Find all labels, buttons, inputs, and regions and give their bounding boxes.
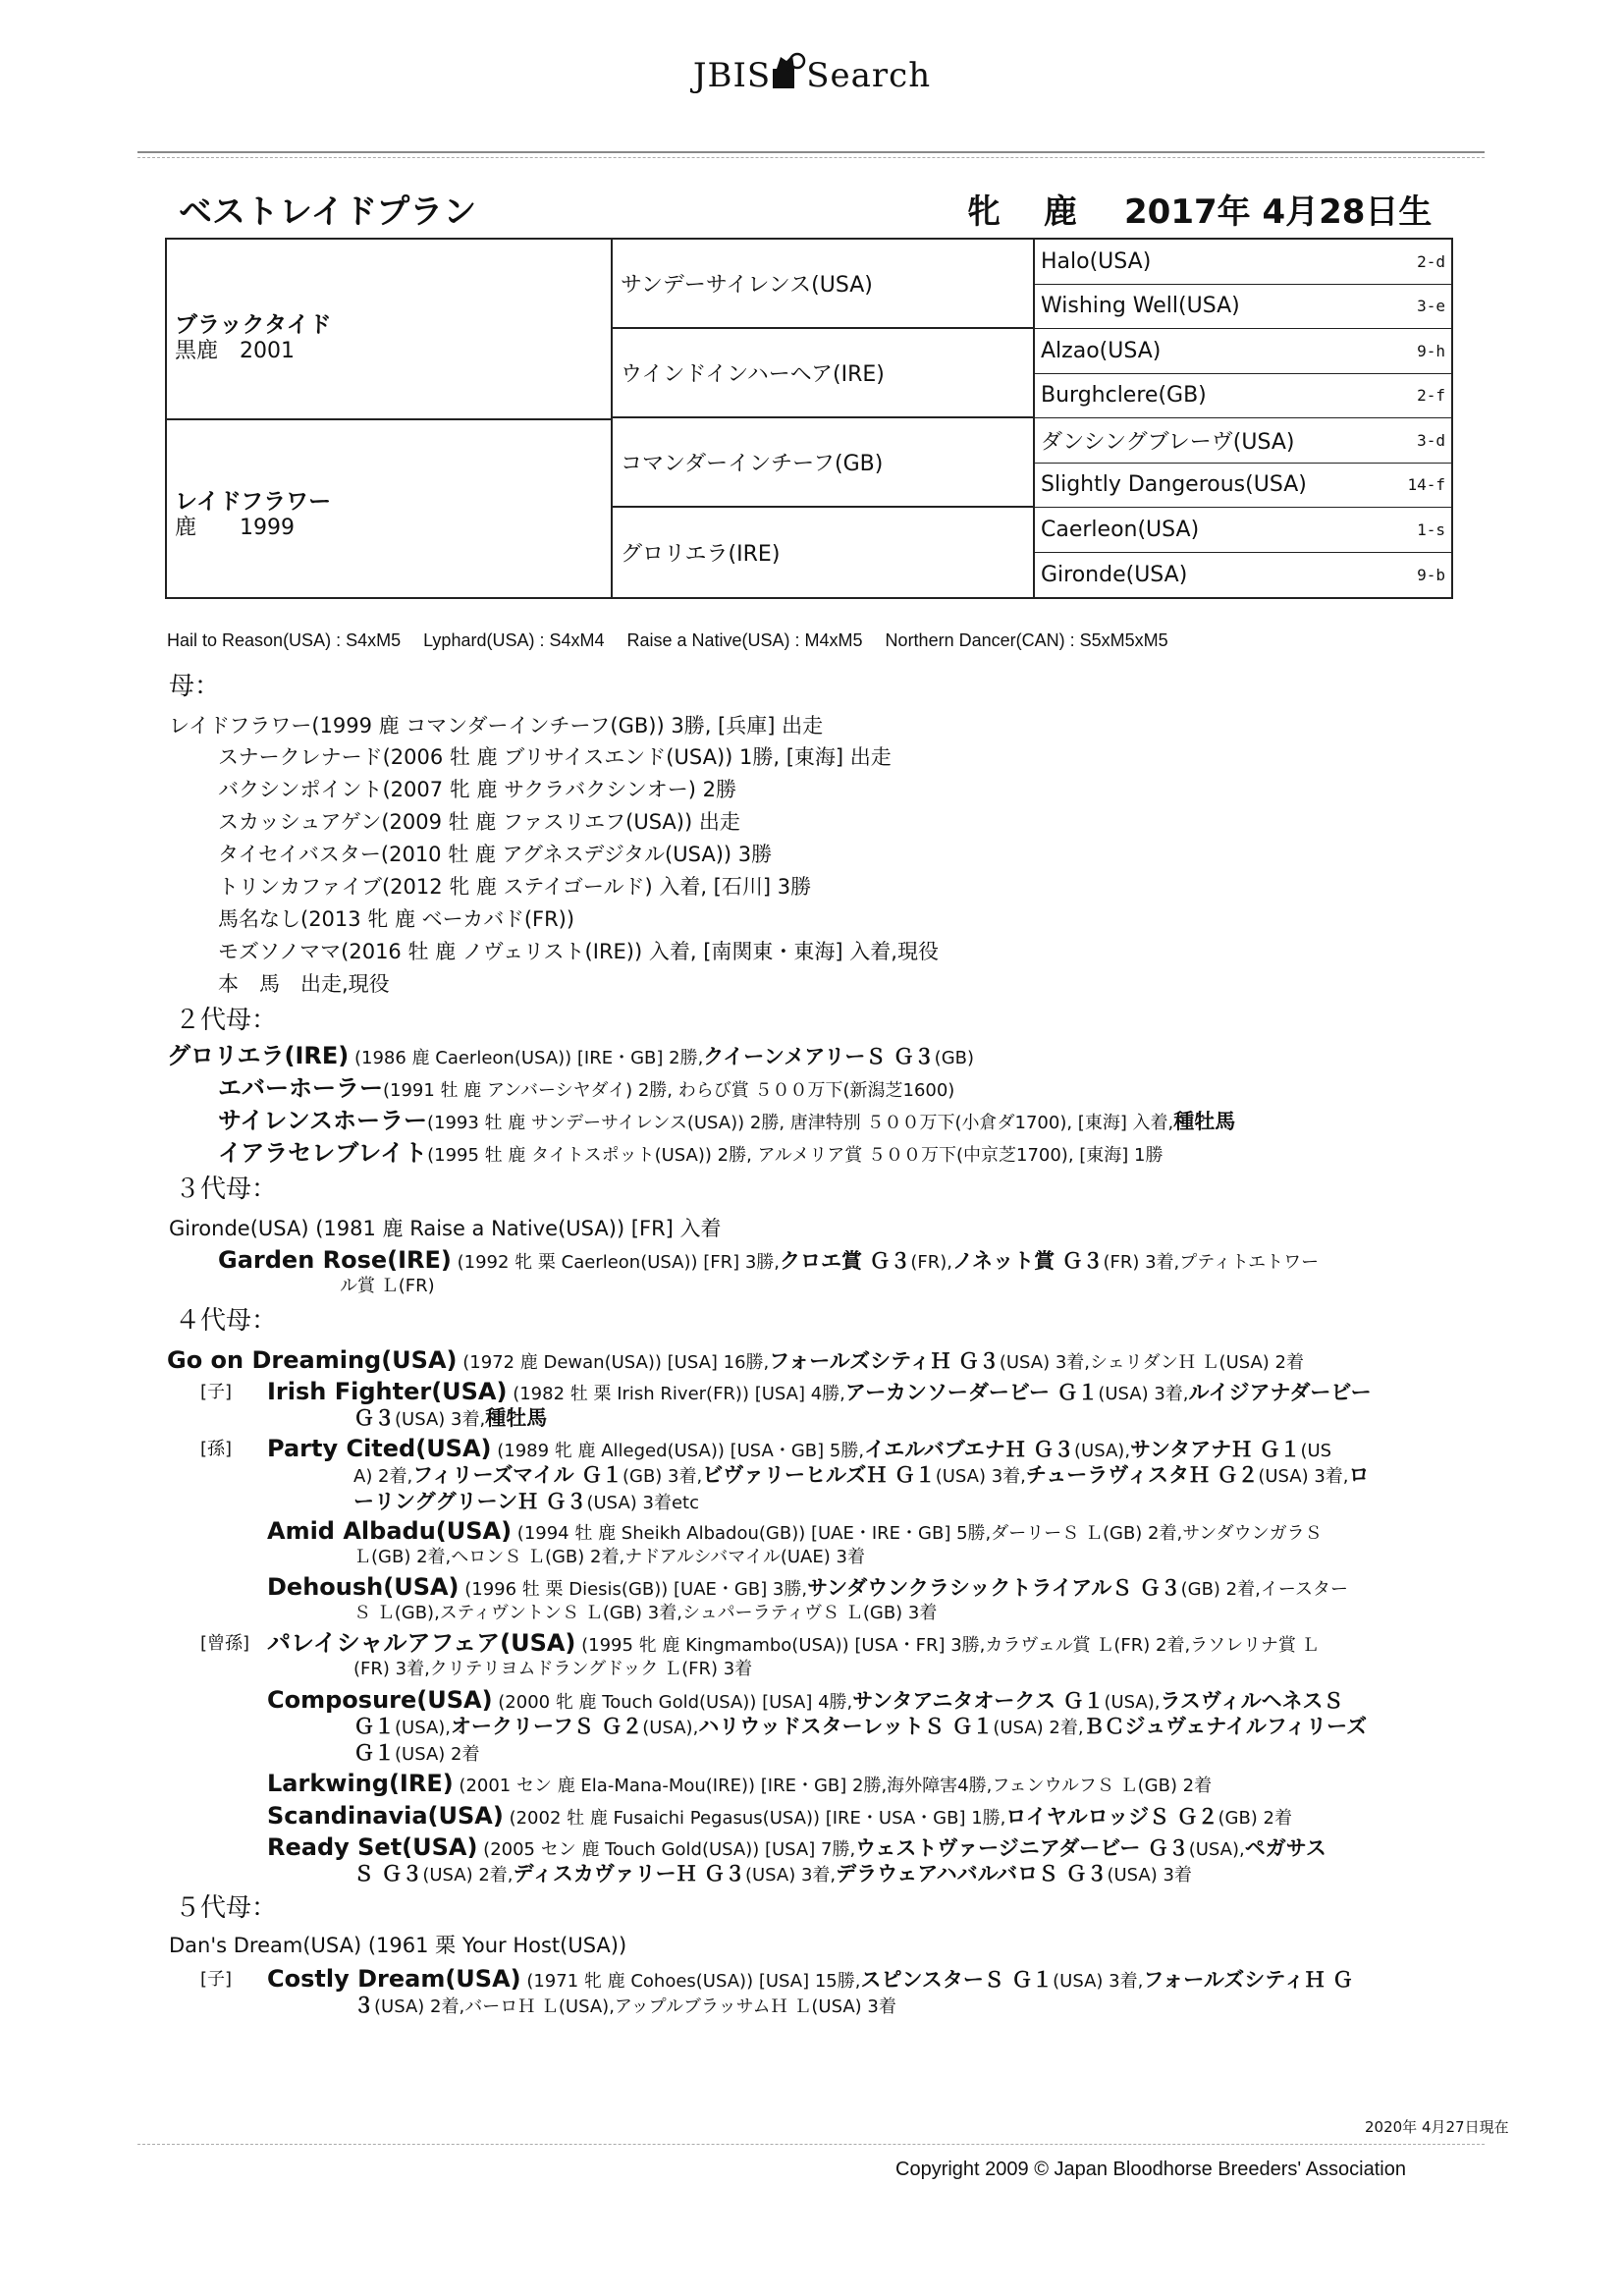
section-3rd-dam-heading: ３代母： <box>175 1175 278 1204</box>
family-number: 3-d <box>1417 430 1445 450</box>
record-text: (GB) 2着,イースター <box>1180 1579 1348 1600</box>
record-text: (USA) 2着,バーロＨ Ｌ(USA),アップルブラッサムＨ Ｌ(USA) 3着 <box>374 1996 896 2017</box>
record-text: (USA) 3着etc <box>586 1493 699 1513</box>
record-text: (USA), <box>1104 1692 1161 1713</box>
record-text: A) 2着, <box>353 1466 413 1487</box>
relative-name: イアラセレブレイト <box>218 1139 428 1167</box>
record-text: (GB) <box>934 1048 975 1068</box>
sibling-record: スカッシュアゲン(2009 牡 鹿 ファスリエフ(USA)) 出走 <box>218 810 740 834</box>
record-text: (1971 牝 鹿 Cohoes(USA)) [USA] 15勝, <box>520 1971 861 1992</box>
sire-color-year: 黒鹿 2001 <box>175 339 295 363</box>
inbreeding-summary: Hail to Reason(USA) : S4xM5 Lyphard(USA) : S4xM4 Raise a Native(USA) : M4xM5 Northern Dancer(CAN) : S5xM5xM5 <box>167 630 1168 650</box>
family-number: 2-f <box>1417 386 1445 406</box>
record-text: (USA) 2着, <box>993 1718 1084 1738</box>
logo-left-text: JBIS <box>692 56 772 95</box>
race-title: オークリーフＳ Ｇ２ <box>451 1715 643 1738</box>
relative-record <box>267 1966 1353 1995</box>
family-number: 9-b <box>1417 565 1445 584</box>
family-number: 9-h <box>1417 341 1445 360</box>
gen3-name: Alzao(USA) <box>1041 338 1162 363</box>
granddam-record <box>167 1043 974 1071</box>
record-continuation <box>353 1740 479 1768</box>
record-text: (USA) 2着, <box>422 1865 514 1886</box>
relative-name: Garden Rose(IRE) <box>218 1246 452 1274</box>
record-text: (2005 セン 鹿 Touch Gold(USA)) [USA] 7勝, <box>477 1839 856 1860</box>
race-grade: Ｇ１ <box>353 1715 395 1738</box>
record-text: (USA) 3着, <box>1098 1384 1189 1404</box>
family-number: 3-e <box>1417 297 1445 316</box>
race-title: ビヴァリーヒルズＨ Ｇ１ <box>702 1463 936 1487</box>
record-text: (USA), <box>1188 1839 1245 1860</box>
pedigree-gen3-cell <box>1035 418 1451 464</box>
record-text: (1994 牡 鹿 Sheikh Albadou(GB)) [UAE・IRE・GB] 5勝,ダーリーＳ Ｌ(GB) 2着,サンダウンガラＳ <box>512 1523 1323 1544</box>
record-text: (2000 牝 鹿 Touch Gold(USA)) [USA] 4勝, <box>492 1692 853 1713</box>
relative-record <box>218 1108 1235 1136</box>
horse-birth-date: 2017年 4月28日生 <box>1124 192 1433 232</box>
family-number: 2-d <box>1417 251 1445 271</box>
gen3-name: Gironde(USA) <box>1041 562 1188 587</box>
record-text: (1982 牡 栗 Irish River(FR)) [USA] 4勝, <box>507 1384 845 1404</box>
record-text: (1989 牝 鹿 Alleged(USA)) [USA・GB] 5勝, <box>491 1441 865 1461</box>
pedigree-sire-cell <box>167 240 611 418</box>
header-divider-dashed <box>137 157 1485 158</box>
footer-divider <box>137 2144 1485 2145</box>
record-text: (FR) 3着,プティトエトワー <box>1103 1252 1320 1273</box>
gen3-name: Halo(USA) <box>1041 248 1152 274</box>
copyright-notice: Copyright 2009 © Japan Bloodhorse Breeders' Association <box>895 2159 1406 2180</box>
race-grade: Ｓ Ｇ３ <box>353 1862 423 1886</box>
sibling-record: バクシンポイント(2007 牝 鹿 サクラバクシンオー) 2勝 <box>218 778 736 801</box>
race-title: ＢＣジュヴェナイルフィリーズ <box>1083 1715 1368 1738</box>
relative-name: パレイシャルアフェア(USA) <box>267 1629 576 1657</box>
sibling-record: スナークレナード(2006 牡 鹿 ブリサイスエンド(USA)) 1勝, [東海] 出走 <box>218 745 892 769</box>
record-text: (1996 牡 栗 Diesis(GB)) [UAE・GB] 3勝, <box>459 1579 808 1600</box>
pedigree-grandparents <box>613 240 1035 597</box>
jbis-search-logo <box>0 51 1624 95</box>
record-text: (1992 牝 栗 Caerleon(USA)) [FR] 3勝, <box>451 1252 781 1273</box>
record-text: (1995 牡 鹿 タイトスポット(USA)) 2勝, アルメリア賞 ５００万下(中京芝1700), [東海] 1勝 <box>427 1145 1164 1166</box>
pedigree-gen3-cell <box>1035 285 1451 330</box>
fourth-dam-name: Go on Dreaming(USA) <box>167 1346 458 1374</box>
stallion-label: 種牡馬 <box>485 1406 548 1430</box>
section-granddam-heading: ２代母： <box>175 1006 278 1035</box>
race-title: サンタアニタオークス Ｇ１ <box>852 1689 1105 1713</box>
record-text: (1991 牡 鹿 アンバーシヤダイ) 2勝, わらび賞 ５００万下(新潟芝1600) <box>383 1080 955 1101</box>
pedigree-dam-cell <box>167 418 611 597</box>
dam-name: レイドフラワー <box>175 489 332 515</box>
pedigree-gen3-cell <box>1035 464 1451 509</box>
record-text: (USA), <box>395 1718 452 1738</box>
relative-name: Irish Fighter(USA) <box>267 1378 508 1405</box>
record-text: (USA) 3着,シェリダンＨ Ｌ(USA) 2着 <box>999 1352 1305 1373</box>
race-title: クロエ賞 Ｇ３ <box>780 1249 911 1273</box>
record-text: (USA) 3着, <box>744 1865 837 1886</box>
relative-record <box>267 1436 1331 1464</box>
race-title: ロイヤルロッジＳ Ｇ２ <box>1005 1805 1218 1829</box>
relative-record <box>267 1574 1348 1603</box>
section-4th-dam-heading: ４代母： <box>175 1306 278 1336</box>
pedigree-gen3-cell <box>1035 329 1451 374</box>
record-text: (1993 牡 鹿 サンデーサイレンス(USA)) 2勝, 唐津特別 ５００万下(小倉ダ1700), [東海] 入着, <box>427 1113 1174 1133</box>
pedigree-parents <box>167 240 613 597</box>
relative-name: Scandinavia(USA) <box>267 1802 504 1830</box>
race-grade: Ｇ３ <box>353 1406 395 1430</box>
race-title: ロ <box>1348 1463 1370 1487</box>
logo-right-text: Search <box>806 56 932 95</box>
race-title: ハリウッドスターレットＳ Ｇ１ <box>698 1715 994 1738</box>
pedigree-gen3-cell <box>1035 508 1451 553</box>
race-title: ウェストヴァージニアダービー Ｇ３ <box>855 1836 1189 1860</box>
relative-name: Party Cited(USA) <box>267 1435 492 1462</box>
pedigree-gen3-cell <box>1035 240 1451 285</box>
record-text: (USA) 3着, <box>395 1409 486 1430</box>
relative-record <box>267 1771 1212 1799</box>
record-continuation: ル賞 Ｌ(FR) <box>340 1276 435 1296</box>
generation-tag: [子] <box>200 1969 233 1990</box>
race-title: サンダウンクラシックトライアルＳ Ｇ３ <box>807 1576 1181 1600</box>
as-of-date: 2020年 4月27日現在 <box>1365 2118 1509 2136</box>
record-continuation <box>353 1462 1370 1490</box>
relative-record <box>267 1379 1372 1407</box>
record-text: (USA) 3着, <box>935 1466 1026 1487</box>
relative-name: Costly Dream(USA) <box>267 1965 521 1993</box>
record-text: (1986 鹿 Caerleon(USA)) [IRE・GB] 2勝, <box>349 1048 704 1068</box>
generation-tag: [子] <box>200 1382 233 1402</box>
granddam-name: グロリエラ(IRE) <box>167 1042 350 1069</box>
relative-name: エバーホーラー <box>218 1074 383 1102</box>
race-grade: ３ <box>353 1994 374 2017</box>
dam-color-year: 鹿 1999 <box>175 516 295 540</box>
race-grade: Ｇ１ <box>353 1741 395 1765</box>
section-dam-heading: 母： <box>169 672 221 701</box>
fifth-dam-record: Dan's Dream(USA) (1961 栗 Your Host(USA)) <box>169 1934 627 1957</box>
gen3-name: Wishing Well(USA) <box>1041 294 1240 319</box>
race-title: フォールズシティＨ Ｇ <box>1143 1968 1353 1992</box>
relative-record <box>218 1140 1164 1169</box>
record-text: (GB) 2着 <box>1218 1808 1292 1829</box>
horse-magnifier-icon <box>771 51 806 90</box>
record-text: (FR), <box>910 1252 952 1273</box>
race-title: サンタアナＨ Ｇ１ <box>1130 1438 1301 1461</box>
pedigree-table <box>165 238 1453 599</box>
race-title: アーカンソーダービー Ｇ１ <box>844 1381 1099 1404</box>
sibling-record: 馬名なし(2013 牝 鹿 ベーカバド(FR)) <box>218 907 575 931</box>
sibling-record: トリンカファイブ(2012 牝 鹿 ステイゴールド) 入着, [石川] 3勝 <box>218 875 812 899</box>
horse-sex-color: 牝 鹿 <box>967 192 1093 232</box>
record-text: (USA) 3着, <box>1258 1466 1349 1487</box>
pedigree-great-grandparents <box>1035 240 1451 597</box>
record-continuation: Ｌ(GB) 2着,ヘロンＳ Ｌ(GB) 2着,ナドアルシバマイル(UAE) 3着 <box>353 1547 865 1567</box>
race-title: フィリーズマイル Ｇ１ <box>412 1463 623 1487</box>
record-continuation: (FR) 3着,クリテリヨムドラングドック Ｌ(FR) 3着 <box>353 1659 753 1679</box>
section-5th-dam-heading: ５代母： <box>175 1893 278 1923</box>
record-continuation <box>353 1993 896 2020</box>
race-title: イエルバブエナＨ Ｇ３ <box>864 1438 1075 1461</box>
record-continuation <box>353 1714 1367 1741</box>
fourth-dam-record <box>167 1347 1304 1376</box>
race-title: ーリンググリーンＨ Ｇ３ <box>353 1490 587 1513</box>
pedigree-gen2-cell: グロリエラ(IRE) <box>621 542 781 567</box>
record-text: (2002 牡 鹿 Fusaichi Pegasus(USA)) [IRE・USA・GB] 1勝, <box>503 1808 1006 1829</box>
race-title: ラスヴィルヘネスＳ <box>1160 1689 1344 1713</box>
race-title: ノネット賞 Ｇ３ <box>951 1249 1104 1273</box>
relative-record <box>267 1630 1320 1659</box>
relative-record <box>267 1518 1323 1547</box>
record-text: (USA), <box>642 1718 699 1738</box>
record-continuation: Ｓ Ｌ(GB),スティヴントンＳ Ｌ(GB) 3着,シュパーラティヴＳ Ｌ(GB) 3着 <box>353 1603 938 1623</box>
relative-record <box>267 1687 1344 1716</box>
gen3-name: Slightly Dangerous(USA) <box>1041 472 1307 498</box>
relative-name: Composure(USA) <box>267 1686 493 1714</box>
relative-name: Ready Set(USA) <box>267 1833 478 1861</box>
family-number: 1-s <box>1417 519 1445 539</box>
gen3-name: Caerleon(USA) <box>1041 517 1200 542</box>
family-number: 14-f <box>1407 475 1445 495</box>
relative-record <box>218 1075 954 1104</box>
pedigree-gen2-cell: サンデーサイレンス(USA) <box>613 240 1033 329</box>
relative-record <box>267 1803 1292 1831</box>
relative-name: Dehoush(USA) <box>267 1573 460 1601</box>
gen3-name: ダンシングブレーヴ(USA) <box>1041 429 1295 455</box>
record-continuation <box>353 1405 547 1433</box>
record-text: (US <box>1300 1441 1332 1461</box>
pedigree-gen3-cell <box>1035 374 1451 419</box>
relative-record <box>218 1247 1319 1276</box>
record-text: (USA) 3着, <box>1053 1971 1144 1992</box>
header-divider <box>137 151 1485 153</box>
record-text: (1972 鹿 Dewan(USA)) [USA] 16勝, <box>457 1352 770 1373</box>
race-title: クイーンメアリーＳ Ｇ３ <box>703 1045 935 1068</box>
generation-tag: [孫] <box>200 1439 233 1459</box>
stallion-label: 種牡馬 <box>1173 1110 1236 1133</box>
race-title: ペガサス <box>1244 1836 1326 1860</box>
pedigree-gen2-cell: ウインドインハーヘア(IRE) <box>613 329 1033 418</box>
dam-record: レイドフラワー(1999 鹿 コマンダーインチーフ(GB)) 3勝, [兵庫] 出走 <box>169 714 824 738</box>
relative-name: Amid Albadu(USA) <box>267 1517 513 1545</box>
third-dam-record: Gironde(USA) (1981 鹿 Raise a Native(USA)) [FR] 入着 <box>169 1217 722 1240</box>
record-text: (USA), <box>1074 1441 1131 1461</box>
sibling-record: タイセイバスター(2010 牡 鹿 アグネスデジタル(USA)) 3勝 <box>218 843 773 866</box>
relative-record <box>267 1834 1326 1863</box>
sibling-record: モズソノママ(2016 牡 鹿 ノヴェリスト(IRE)) 入着, [南関東・東海] 入着,現役 <box>218 940 939 963</box>
pedigree-gen2-cell: コマンダーインチーフ(GB) <box>613 418 1033 508</box>
record-continuation <box>353 1861 1192 1888</box>
race-title: ディスカヴァリーＨ Ｇ３ <box>513 1862 745 1886</box>
record-text: (USA) 2着 <box>395 1744 480 1765</box>
race-title: スピンスターＳ Ｇ１ <box>860 1968 1054 1992</box>
generation-tag: [曾孫] <box>200 1633 250 1654</box>
race-title: デラウェアハバルバロＳ Ｇ３ <box>836 1862 1108 1886</box>
sire-name: ブラックタイド <box>175 312 332 338</box>
record-continuation <box>353 1489 699 1516</box>
race-title: フォールズシティＨ Ｇ３ <box>769 1349 1000 1373</box>
record-text: (2001 セン 鹿 Ela-Mana-Mou(IRE)) [IRE・GB] 2勝,海外障害4勝,フェンウルフＳ Ｌ(GB) 2着 <box>453 1776 1213 1796</box>
record-text: (GB) 3着, <box>622 1466 703 1487</box>
pedigree-gen3-cell <box>1035 553 1451 598</box>
record-text: (USA) 3着 <box>1107 1865 1192 1886</box>
horse-name: ベストレイドプラン <box>179 192 477 232</box>
relative-name: サイレンスホーラー <box>218 1107 427 1134</box>
record-text: (1995 牝 鹿 Kingmambo(USA)) [USA・FR] 3勝,カラヴェル賞 Ｌ(FR) 2着,ラソレリナ賞 Ｌ <box>575 1635 1320 1656</box>
self-record: 本 馬 出走,現役 <box>218 972 390 996</box>
gen3-name: Burghclere(GB) <box>1041 383 1207 409</box>
race-title: ルイジアナダービー <box>1188 1381 1372 1404</box>
relative-name: Larkwing(IRE) <box>267 1770 454 1797</box>
race-title: チューラヴィスタＨ Ｇ２ <box>1025 1463 1259 1487</box>
